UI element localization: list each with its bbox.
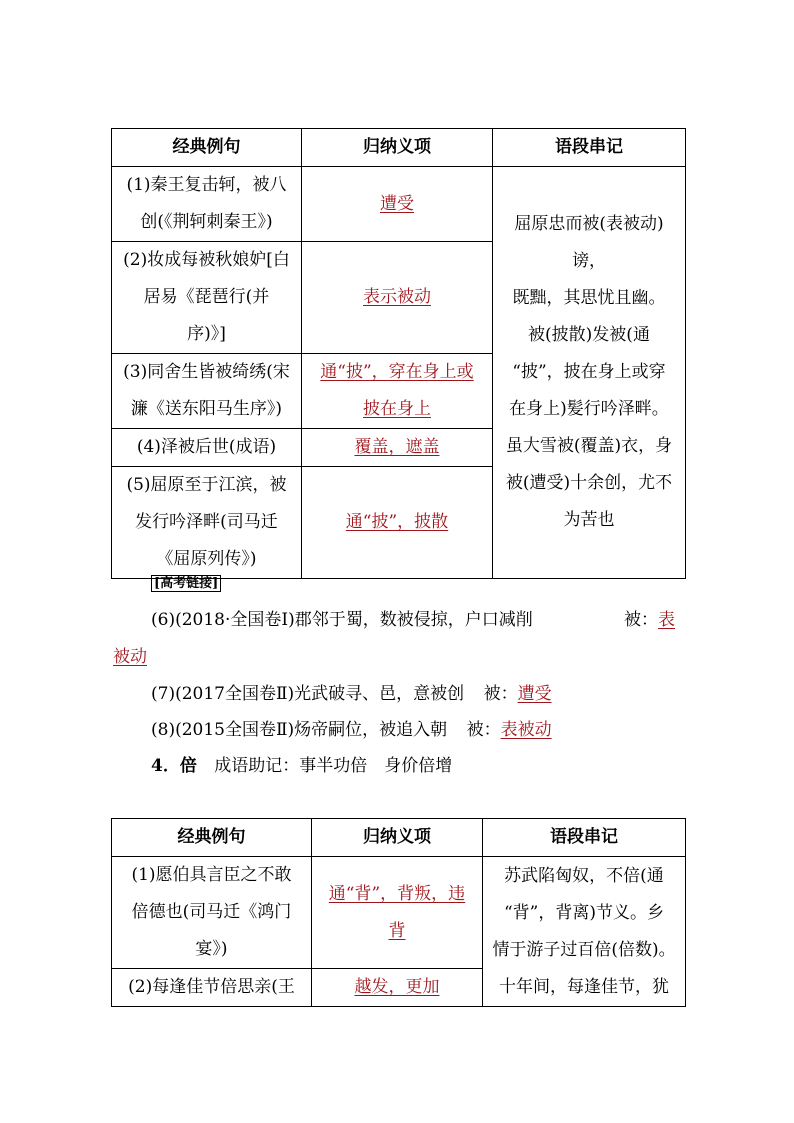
example-cell: (4)泽被后世(成语) <box>112 429 302 467</box>
col-header: 语段串记 <box>493 129 686 167</box>
col-header: 经典例句 <box>112 819 312 857</box>
example-cell: (1)秦王复击轲，被八 创(《荆轲刺秦王》) <box>112 167 302 242</box>
meaning-cell: 覆盖，遮盖 <box>302 429 493 467</box>
meaning-cell: 表示被动 <box>302 242 493 354</box>
meaning-cell: 通“背”，背叛，违 背 <box>312 857 483 969</box>
table-1 <box>111 128 686 579</box>
section-heading: 4．倍 成语助记：事半功倍 身价倍增 <box>151 756 453 776</box>
col-header: 经典例句 <box>112 129 302 167</box>
gaokao-item-8: (8)(2015全国卷Ⅱ)炀帝嗣位，被追入朝 被：表被动 <box>151 720 552 740</box>
table-row <box>112 167 686 242</box>
meaning-cell: 越发，更加 <box>312 969 483 1007</box>
table-2 <box>111 818 686 1007</box>
gaokao-item-6: (6)(2018·全国卷Ⅰ)郡邻于蜀，数被侵掠，户口减削 <box>151 610 533 630</box>
gaokao-item-6-answer-cont: 被动 <box>113 647 147 667</box>
table-header-row <box>112 819 686 857</box>
example-cell: (5)屈原至于江滨，被 发行吟泽畔(司马迁 《屈原列传》) <box>112 467 302 579</box>
meaning-cell: 通“披”，穿在身上或 披在身上 <box>302 354 493 429</box>
col-header: 归纳义项 <box>312 819 483 857</box>
gaokao-item-6-answer: 被：表 <box>624 610 675 630</box>
example-cell: (3)同舍生皆被绮绣(宋 濂《送东阳马生序》) <box>112 354 302 429</box>
col-header: 语段串记 <box>483 819 686 857</box>
example-cell: (2)妆成每被秋娘妒[白 居易《琵琶行(并 序)》] <box>112 242 302 354</box>
story-cell: 苏武陷匈奴，不倍(通 “背”，背离)节义。乡 情于游子过百倍(倍数)。 十年间，每逢佳节，犹 <box>483 857 686 1007</box>
meaning-cell: 遭受 <box>302 167 493 242</box>
gaokao-item-7: (7)(2017全国卷Ⅱ)光武破寻、邑，意被创 被：遭受 <box>151 684 552 704</box>
col-header: 归纳义项 <box>302 129 493 167</box>
table-header-row <box>112 129 686 167</box>
story-cell: 屈原忠而被(表被动)谤， 既黜，其思忧且幽。 被(披散)发被(通 “披”，披在身上或穿 在身上)髪行吟泽畔。 虽大雪被(覆盖)衣，身 被(遭受)十余创，尤不 为苦也 <box>493 167 686 579</box>
example-cell: (2)每逢佳节倍思亲(王 <box>112 969 312 1007</box>
meaning-cell: 通“披”，披散 <box>302 467 493 579</box>
table-row <box>112 857 686 969</box>
gaokao-label: [高考链接] <box>151 572 221 592</box>
example-cell: (1)愿伯具言臣之不敢 倍德也(司马迁《鸿门 宴》) <box>112 857 312 969</box>
